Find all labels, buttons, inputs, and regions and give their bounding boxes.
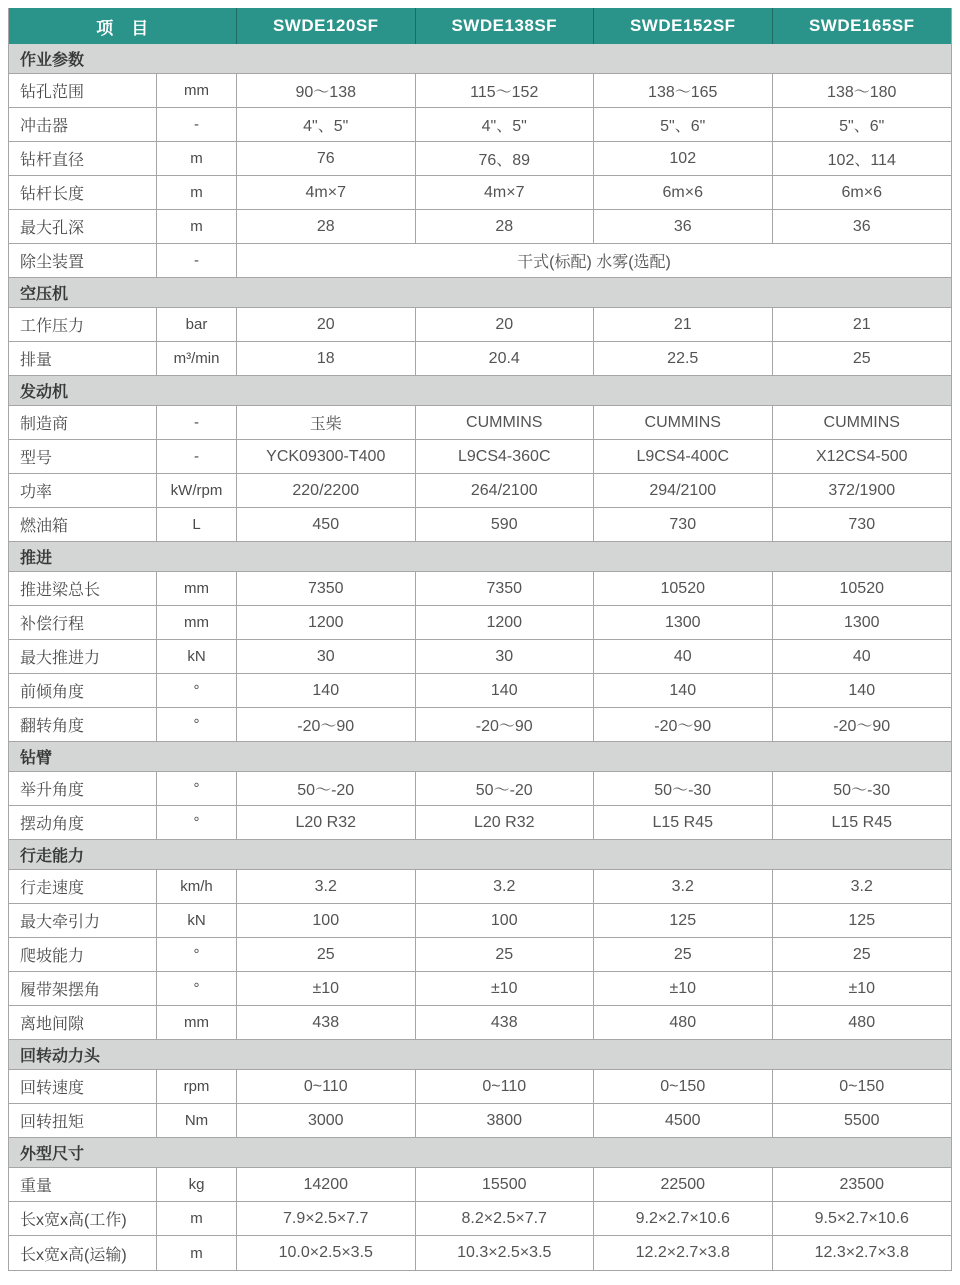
section-title: 行走能力	[9, 840, 951, 870]
value-cell: 10520	[839, 579, 884, 597]
value-cell: 480	[594, 1006, 773, 1039]
value-cell: X12CS4-500	[815, 447, 908, 465]
table-row	[9, 1006, 951, 1040]
table-row	[9, 342, 951, 376]
row-label: 回转扭矩	[9, 1104, 157, 1137]
row-label: 功率	[9, 474, 157, 507]
section-title: 发动机	[9, 376, 951, 406]
value-cell: 50～-30	[594, 772, 773, 805]
value-cell: 0~150	[839, 1077, 885, 1095]
value-cell: 10520	[594, 572, 773, 605]
table-row	[9, 508, 951, 542]
value-cell: ±10	[848, 979, 876, 997]
model-column-header: SWDE120SF	[237, 8, 416, 44]
model-column-header: SWDE165SF	[808, 16, 915, 35]
value-cell: 7.9×2.5×7.7	[237, 1202, 416, 1235]
value-cell: 102、114	[827, 152, 896, 169]
value-cell: 25	[237, 938, 416, 971]
row-label: 重量	[9, 1168, 157, 1201]
value-cell: 30	[416, 640, 595, 673]
value-cell: 1200	[237, 606, 416, 639]
value-cell: 125	[594, 904, 773, 937]
value-cell: L9CS4-400C	[594, 440, 773, 473]
value-cell: 3.2	[594, 870, 773, 903]
value-cell: 102	[594, 142, 773, 175]
unit-cell: rpm	[157, 1070, 237, 1103]
unit-cell: °	[157, 972, 237, 1005]
value-cell: 100	[416, 904, 595, 937]
value-cell: YCK09300-T400	[237, 440, 416, 473]
value-cell: ±10	[237, 972, 416, 1005]
section-title: 作业参数	[9, 44, 951, 74]
value-cell: ±10	[594, 972, 773, 1005]
row-label: 燃油箱	[9, 508, 157, 541]
value-cell: L20 R32	[237, 806, 416, 839]
table-row	[9, 210, 951, 244]
value-cell: 22.5	[594, 342, 773, 375]
value-cell: 25	[852, 349, 871, 367]
value-cell: 14200	[237, 1168, 416, 1201]
value-cell: L9CS4-360C	[416, 440, 595, 473]
table-row	[9, 1202, 951, 1236]
row-label: 推进梁总长	[9, 572, 157, 605]
table-row	[9, 74, 951, 108]
row-label: 最大孔深	[9, 210, 157, 243]
value-cell: 5500	[843, 1111, 880, 1129]
spec-table	[8, 8, 952, 1271]
value-cell: 7350	[237, 572, 416, 605]
model-column-header: SWDE138SF	[416, 8, 595, 44]
value-cell: 30	[237, 640, 416, 673]
unit-cell: -	[157, 406, 237, 439]
table-header-row	[9, 8, 951, 44]
table-row	[9, 474, 951, 508]
row-label: 履带架摆角	[9, 972, 157, 1005]
value-cell: 4m×7	[416, 176, 595, 209]
row-label: 制造商	[9, 406, 157, 439]
unit-cell: Nm	[157, 1104, 237, 1137]
value-cell: 138～165	[594, 74, 773, 107]
value-cell: 294/2100	[594, 474, 773, 507]
value-cell: 6m×6	[594, 176, 773, 209]
row-label: 冲击器	[9, 108, 157, 141]
value-cell: 25	[416, 938, 595, 971]
value-cell: 21	[594, 308, 773, 341]
unit-cell: -	[157, 440, 237, 473]
value-cell: 3800	[416, 1104, 595, 1137]
value-cell: 12.3×2.7×3.8	[814, 1244, 909, 1261]
value-cell: 372/1900	[828, 481, 896, 499]
row-label: 离地间隙	[9, 1006, 157, 1039]
value-cell: 6m×6	[841, 183, 882, 201]
row-label: 前倾角度	[9, 674, 157, 707]
unit-cell: km/h	[157, 870, 237, 903]
value-cell: 50～-30	[833, 782, 891, 799]
value-cell: -20～90	[594, 708, 773, 741]
value-cell: 21	[852, 315, 871, 333]
unit-cell: m	[157, 142, 237, 175]
value-cell: -20～90	[237, 708, 416, 741]
model-column-header: SWDE152SF	[594, 8, 773, 44]
table-row	[9, 904, 951, 938]
value-cell: 90～138	[237, 74, 416, 107]
unit-cell: m	[157, 176, 237, 209]
unit-cell: mm	[157, 74, 237, 107]
unit-cell: kW/rpm	[157, 474, 237, 507]
value-cell: -20～90	[416, 708, 595, 741]
row-label: 除尘装置	[9, 244, 157, 277]
row-label: 排量	[9, 342, 157, 375]
value-cell: 10.3×2.5×3.5	[416, 1236, 595, 1270]
table-row	[9, 806, 951, 840]
table-row	[9, 406, 951, 440]
unit-cell: kg	[157, 1168, 237, 1201]
row-label: 钻杆直径	[9, 142, 157, 175]
row-label: 行走速度	[9, 870, 157, 903]
value-cell: 7350	[416, 572, 595, 605]
value-cell: ±10	[416, 972, 595, 1005]
table-row	[9, 1104, 951, 1138]
table-row	[9, 708, 951, 742]
unit-cell: L	[157, 508, 237, 541]
unit-cell: °	[157, 772, 237, 805]
unit-cell: °	[157, 938, 237, 971]
unit-cell: kN	[157, 904, 237, 937]
value-cell: 50～-20	[237, 772, 416, 805]
value-cell: 730	[848, 515, 876, 533]
row-label: 最大推进力	[9, 640, 157, 673]
unit-cell: -	[157, 108, 237, 141]
value-cell: L20 R32	[416, 806, 595, 839]
value-cell: 4m×7	[237, 176, 416, 209]
table-row	[9, 972, 951, 1006]
value-cell: 干式(标配) 水雾(选配)	[517, 254, 671, 271]
table-row	[9, 108, 951, 142]
value-cell: 3.2	[850, 877, 873, 895]
row-label: 摆动角度	[9, 806, 157, 839]
row-label: 钻孔范围	[9, 74, 157, 107]
value-cell: 438	[237, 1006, 416, 1039]
value-cell: 220/2200	[237, 474, 416, 507]
table-row	[9, 674, 951, 708]
unit-cell: m³/min	[157, 342, 237, 375]
value-cell: 4"、5"	[416, 108, 595, 141]
value-cell: 0~150	[594, 1070, 773, 1103]
row-label: 长x宽x高(工作)	[9, 1202, 157, 1235]
value-cell: 3.2	[416, 870, 595, 903]
table-row	[9, 1236, 951, 1270]
value-cell: 玉柴	[237, 406, 416, 439]
value-cell: 9.5×2.7×10.6	[814, 1209, 909, 1227]
value-cell: 40	[852, 647, 871, 665]
value-cell: 1300	[594, 606, 773, 639]
value-cell: 25	[594, 938, 773, 971]
unit-cell: bar	[157, 308, 237, 341]
unit-cell: kN	[157, 640, 237, 673]
value-cell: 28	[237, 210, 416, 243]
value-cell: 140	[594, 674, 773, 707]
item-column-header: 项 目	[9, 8, 237, 44]
row-label: 型号	[9, 440, 157, 473]
value-cell: 5"、6"	[839, 118, 885, 135]
value-cell: 23500	[839, 1175, 884, 1193]
unit-cell: °	[157, 708, 237, 741]
section-title: 钻臂	[9, 742, 951, 772]
value-cell: 40	[594, 640, 773, 673]
unit-cell: °	[157, 806, 237, 839]
table-row	[9, 938, 951, 972]
value-cell: 12.2×2.7×3.8	[594, 1236, 773, 1270]
value-cell: 18	[237, 342, 416, 375]
unit-cell: m	[157, 210, 237, 243]
unit-cell: m	[157, 1236, 237, 1270]
value-cell: 140	[237, 674, 416, 707]
value-cell: 50～-20	[416, 772, 595, 805]
value-cell: 9.2×2.7×10.6	[594, 1202, 773, 1235]
value-cell: 20	[237, 308, 416, 341]
value-cell: 125	[848, 911, 876, 929]
row-label: 举升角度	[9, 772, 157, 805]
value-cell: 8.2×2.5×7.7	[416, 1202, 595, 1235]
value-cell: CUMMINS	[594, 406, 773, 439]
value-cell: 10.0×2.5×3.5	[237, 1236, 416, 1270]
value-cell: 115～152	[416, 74, 595, 107]
table-row	[9, 640, 951, 674]
value-cell: L15 R45	[594, 806, 773, 839]
value-cell: CUMMINS	[823, 413, 900, 431]
row-label: 工作压力	[9, 308, 157, 341]
unit-cell: mm	[157, 606, 237, 639]
row-label: 补偿行程	[9, 606, 157, 639]
table-row	[9, 244, 951, 278]
table-row	[9, 870, 951, 904]
value-cell: 730	[594, 508, 773, 541]
value-cell: 20	[416, 308, 595, 341]
value-cell: 3000	[237, 1104, 416, 1137]
value-cell: 140	[416, 674, 595, 707]
value-cell: 590	[416, 508, 595, 541]
value-cell: 0~110	[416, 1070, 595, 1103]
value-cell: -20～90	[833, 718, 891, 735]
value-cell: 0~110	[237, 1070, 416, 1103]
table-row	[9, 1168, 951, 1202]
value-cell: 480	[848, 1013, 876, 1031]
value-cell: 264/2100	[416, 474, 595, 507]
value-cell: 28	[416, 210, 595, 243]
value-cell: 1200	[416, 606, 595, 639]
table-row	[9, 176, 951, 210]
row-label: 最大牵引力	[9, 904, 157, 937]
row-label: 长x宽x高(运输)	[9, 1236, 157, 1270]
value-cell: 5"、6"	[594, 108, 773, 141]
value-cell: CUMMINS	[416, 406, 595, 439]
table-row	[9, 572, 951, 606]
value-cell: 4500	[594, 1104, 773, 1137]
section-title: 回转动力头	[9, 1040, 951, 1070]
unit-cell: °	[157, 674, 237, 707]
section-title: 推进	[9, 542, 951, 572]
value-cell: 4"、5"	[237, 108, 416, 141]
value-cell: 3.2	[237, 870, 416, 903]
value-cell: 76	[237, 142, 416, 175]
value-cell: L15 R45	[831, 813, 892, 831]
table-row	[9, 772, 951, 806]
table-row	[9, 1070, 951, 1104]
value-cell: 450	[237, 508, 416, 541]
row-label: 钻杆长度	[9, 176, 157, 209]
value-cell: 140	[848, 681, 876, 699]
unit-cell: -	[157, 244, 237, 277]
value-cell: 138～180	[827, 84, 897, 101]
value-cell: 1300	[843, 613, 880, 631]
unit-cell: m	[157, 1202, 237, 1235]
table-row	[9, 142, 951, 176]
value-cell: 36	[594, 210, 773, 243]
unit-cell: mm	[157, 572, 237, 605]
section-title: 空压机	[9, 278, 951, 308]
unit-cell: mm	[157, 1006, 237, 1039]
row-label: 翻转角度	[9, 708, 157, 741]
value-cell: 36	[852, 217, 871, 235]
table-row	[9, 440, 951, 474]
table-row	[9, 606, 951, 640]
value-cell: 25	[852, 945, 871, 963]
value-cell: 76、89	[416, 142, 595, 175]
value-cell: 438	[416, 1006, 595, 1039]
value-cell: 100	[237, 904, 416, 937]
table-row	[9, 308, 951, 342]
section-title: 外型尺寸	[9, 1138, 951, 1168]
value-cell: 20.4	[416, 342, 595, 375]
row-label: 爬坡能力	[9, 938, 157, 971]
value-cell: 15500	[416, 1168, 595, 1201]
row-label: 回转速度	[9, 1070, 157, 1103]
value-cell: 22500	[594, 1168, 773, 1201]
